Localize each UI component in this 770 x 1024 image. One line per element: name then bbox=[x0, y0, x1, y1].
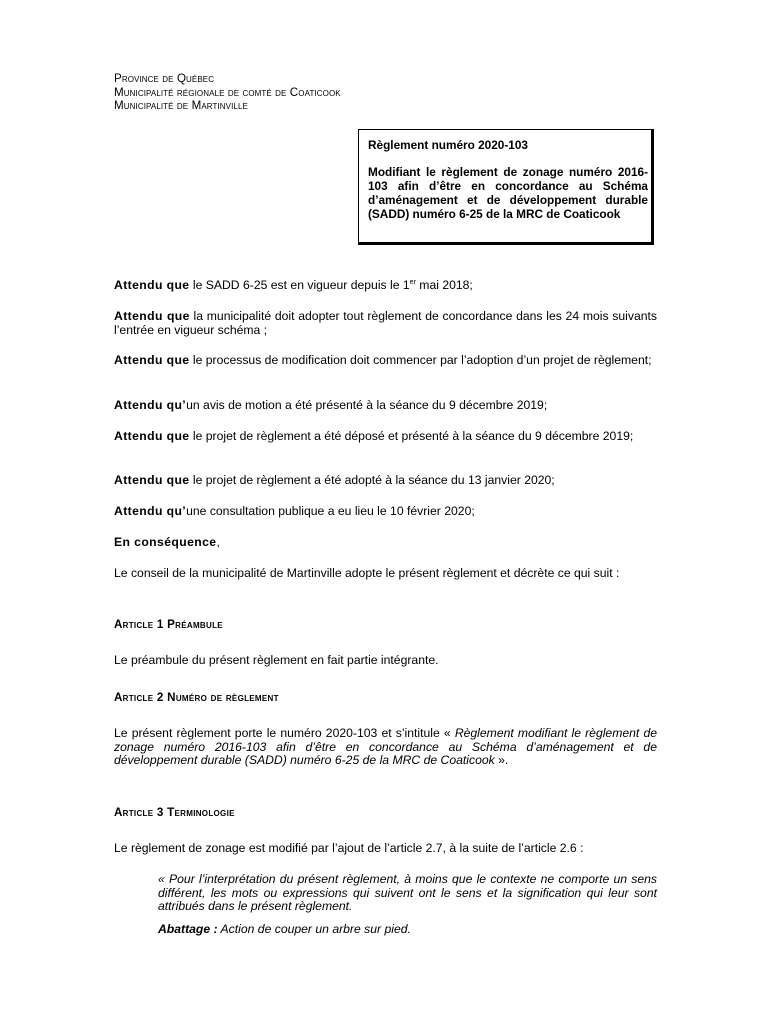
whereas-clause-1 bbox=[114, 279, 657, 293]
consequence-punct: , bbox=[216, 535, 220, 549]
whereas-keyword: Attendu qu’ bbox=[114, 504, 187, 518]
article-2-text-start: Le présent règlement porte le numéro 2020-103 et s’intitule « bbox=[114, 726, 455, 740]
document-header bbox=[114, 72, 341, 113]
whereas-keyword: Attendu que bbox=[114, 353, 190, 367]
header-municipality: Municipalité de Martinville bbox=[114, 99, 248, 112]
consequence-line bbox=[114, 536, 657, 550]
whereas-text: une consultation publique a eu lieu le 10 février 2020; bbox=[186, 504, 475, 518]
whereas-text: un avis de motion a été présenté à la séance du 9 décembre 2019; bbox=[186, 398, 548, 412]
header-province: Province de Québec bbox=[114, 72, 215, 85]
whereas-keyword: Attendu que bbox=[114, 309, 190, 323]
whereas-clause-3 bbox=[114, 354, 657, 368]
regulation-title-box bbox=[358, 129, 654, 245]
whereas-text: le projet de règlement a été déposé et présenté à la séance du 9 décembre 2019; bbox=[189, 429, 634, 443]
definition-text: Action de couper un arbre sur pied. bbox=[217, 922, 411, 936]
regulation-number: Règlement numéro 2020-103 bbox=[368, 138, 528, 152]
regulation-title: Modifiant le règlement de zonage numéro 2016-103 afin d’être en concordance au Schéma d’aménagement et de développement durable (SADD) numéro 6-25 de la MRC de Coaticook bbox=[368, 165, 648, 221]
whereas-clause-5 bbox=[114, 430, 657, 444]
whereas-keyword: Attendu qu’ bbox=[114, 398, 187, 412]
whereas-clause-4 bbox=[114, 399, 657, 413]
adoption-paragraph: Le conseil de la municipalité de Martinville adopte le présent règlement et décrète ce qui suit : bbox=[114, 566, 620, 580]
terminology-quote: « Pour l’interprétation du présent règlement, à moins que le contexte ne comporte un sens différent, les mots ou expressions qui suivent ont le sens et la signification qui leur sont attribués dans le présent règlement. bbox=[158, 872, 657, 914]
whereas-keyword: Attendu que bbox=[114, 473, 190, 487]
whereas-clause-7 bbox=[114, 505, 657, 519]
whereas-text: le projet de règlement a été adopté à la séance du 13 janvier 2020; bbox=[189, 473, 555, 487]
article-2-text bbox=[114, 727, 657, 768]
ordinal-superscript: er bbox=[409, 278, 416, 286]
whereas-clause-2 bbox=[114, 310, 657, 337]
whereas-text: le processus de modification doit commencer par l’adoption d’un projet de règlement; bbox=[189, 353, 652, 367]
whereas-text-end: mai 2018; bbox=[415, 278, 473, 292]
article-2-regulation-title: Règlement modifiant le règlement de zonage numéro 2016-103 afin d’être en concordance au Schéma d’aménagement et de développement durable (SADD) numéro 6-25 de la MRC de Coaticook bbox=[114, 726, 657, 768]
definition-term: Abattage : bbox=[158, 922, 218, 936]
article-1-heading: Article 1 Préambule bbox=[114, 618, 223, 631]
article-3-text: Le règlement de zonage est modifié par l’ajout de l’article 2.7, à la suite de l’article 2.6 : bbox=[114, 841, 584, 855]
article-1-text: Le préambule du présent règlement en fait partie intégrante. bbox=[114, 653, 439, 667]
whereas-text: la municipalité doit adopter tout règlement de concordance dans les 24 mois suivants l’entrée en vigueur schéma ; bbox=[114, 309, 657, 337]
header-mrc: Municipalité régionale de comté de Coaticook bbox=[114, 85, 341, 99]
article-2-heading: Article 2 Numéro de règlement bbox=[114, 691, 279, 704]
article-3-heading: Article 3 Terminologie bbox=[114, 806, 235, 819]
whereas-clause-6 bbox=[114, 474, 657, 488]
whereas-text: le SADD 6-25 est en vigueur depuis le 1 bbox=[189, 278, 410, 292]
article-2-text-end: ». bbox=[494, 753, 509, 768]
whereas-keyword: Attendu que bbox=[114, 429, 190, 443]
whereas-keyword: Attendu que bbox=[114, 278, 190, 292]
consequence-keyword: En conséquence bbox=[114, 535, 217, 549]
definition-abattage bbox=[158, 923, 657, 937]
